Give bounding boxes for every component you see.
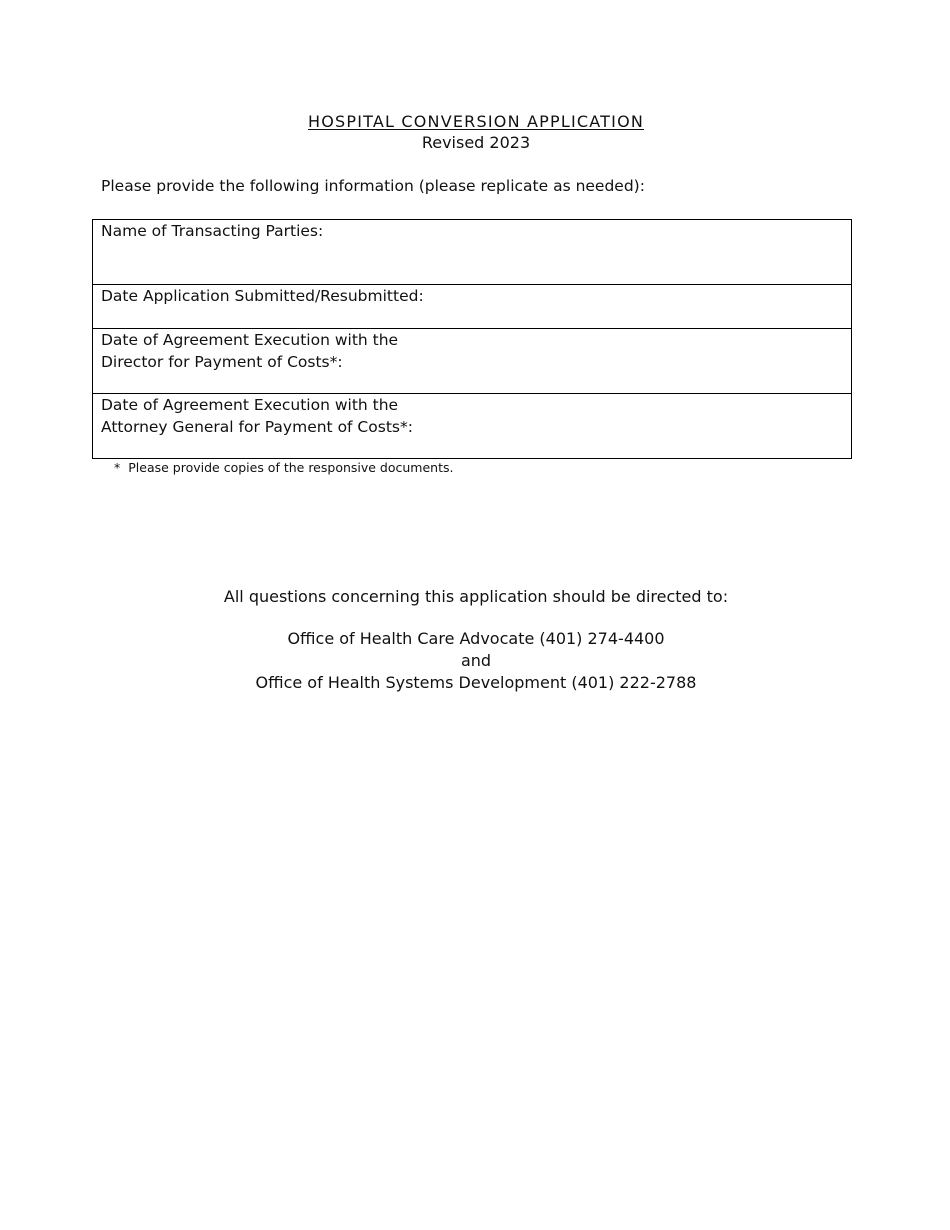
footnote-text: Please provide copies of the responsive documents. [128,460,454,475]
form-row-transacting-parties[interactable] [93,220,851,285]
form-row-label: Date of Agreement Execution with the [101,396,399,414]
form-row-label: Name of Transacting Parties: [101,222,324,240]
contact-office-health-systems-development: Office of Health Systems Development (401) 222-2788 [255,673,697,692]
document-revision: Revised 2023 [421,133,531,152]
form-row-date-submitted[interactable] [93,285,851,329]
footnote-marker: * [114,460,121,475]
form-row-label-continued: Director for Payment of Costs*: [101,353,343,371]
contact-office-health-care-advocate: Office of Health Care Advocate (401) 274-4400 [287,629,665,648]
intro-instructions: Please provide the following information (please replicate as needed): [101,177,645,195]
form-row-label: Date of Agreement Execution with the [101,331,399,349]
form-row-label-continued: Attorney General for Payment of Costs*: [101,418,413,436]
form-row-label: Date Application Submitted/Resubmitted: [101,287,424,305]
form-row-attorney-general-agreement-date[interactable] [93,394,851,459]
contact-conjunction: and [460,651,492,670]
footnote [114,459,454,477]
form-row-director-agreement-date[interactable] [93,329,851,394]
contact-intro: All questions concerning this application should be directed to: [223,587,729,606]
contact-section [0,585,950,694]
information-form-table [92,219,852,459]
document-title: HOSPITAL CONVERSION APPLICATION [307,112,645,131]
page-header [0,111,950,153]
